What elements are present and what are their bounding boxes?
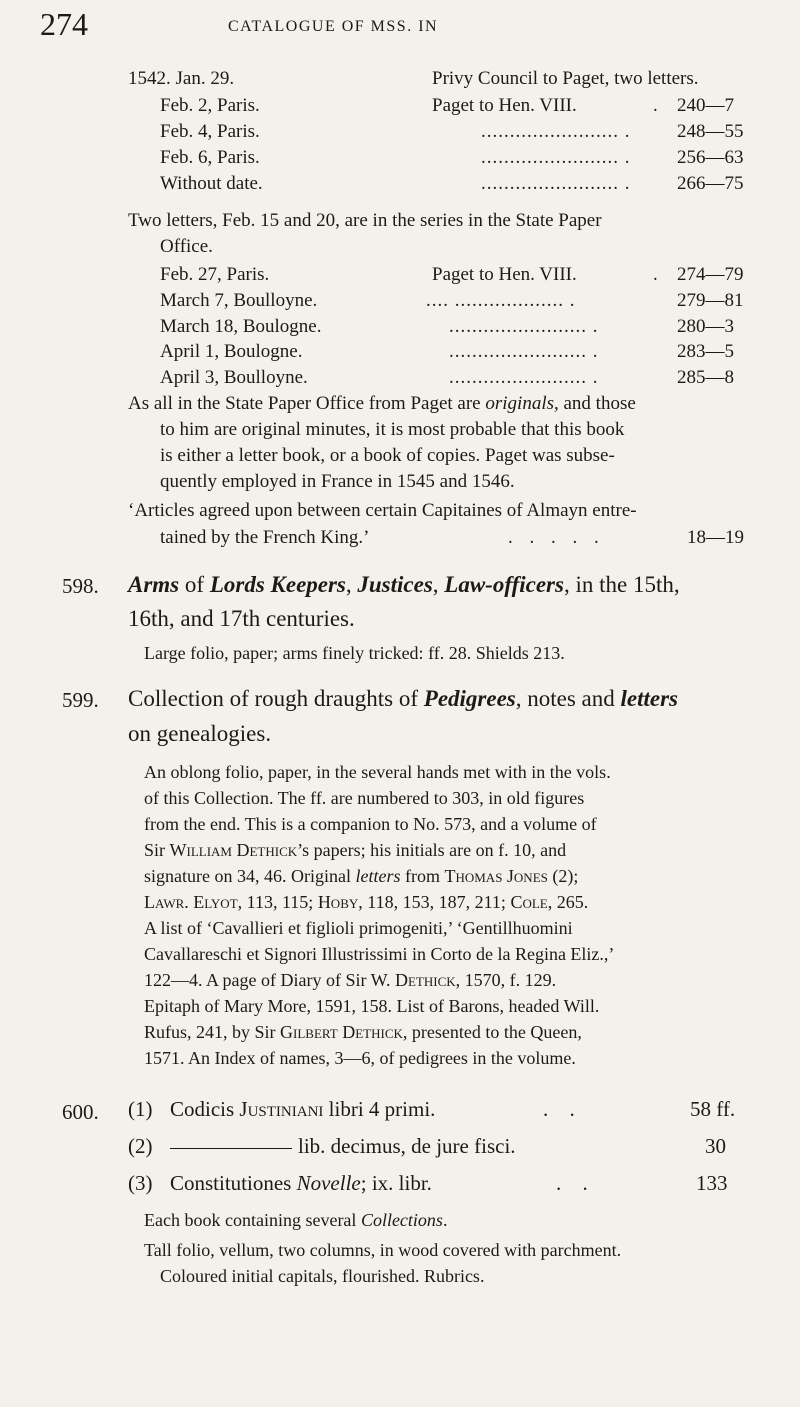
running-title: CATALOGUE OF MSS. IN (228, 18, 439, 35)
text-run: Collections (360, 1210, 443, 1230)
text-run: letters (620, 686, 678, 711)
item-title (170, 1134, 516, 1159)
row-pages: 280—3 (677, 316, 734, 337)
row-leader: . . (556, 1171, 596, 1195)
description-line: 1571. An Index of names, 3—6, of pedigrees in the volume. (144, 1048, 576, 1068)
text-run: libri 4 primi. (323, 1097, 436, 1121)
row-pages: 285—8 (677, 367, 734, 388)
state-paper-line: to him are original minutes, it is most probable that this book (160, 419, 625, 440)
row-description: Paget to Hen. VIII. (432, 264, 577, 285)
row-pages: 279—81 (677, 290, 744, 311)
item-number: (3) (128, 1171, 153, 1195)
description-line (144, 892, 588, 913)
item-number: (2) (128, 1134, 153, 1158)
row-date: Feb. 6, Paris. (160, 147, 260, 168)
text-run: , presented to the Queen, (402, 1022, 582, 1042)
text-run: Pedigrees (423, 686, 516, 711)
state-paper-line: quently employed in France in 1545 and 1546. (160, 471, 515, 492)
text-run: , 118, 153, 187, 211; (358, 892, 511, 912)
text-run: originals (485, 393, 554, 414)
note-line: Office. (160, 236, 213, 257)
row-pages: 58 ff. (690, 1097, 736, 1121)
entry-number: 598. (62, 574, 99, 598)
entry-number: 600. (62, 1100, 99, 1124)
row-description: Paget to Hen. VIII. (432, 95, 577, 116)
text-run: , 1570, f. 129. (455, 970, 557, 990)
text-run: ’s papers; his initials are on f. 10, and (297, 840, 567, 860)
row-pages: 266—75 (677, 173, 744, 194)
row-leader: ........................ . (481, 121, 631, 142)
entry-heading (128, 572, 680, 598)
text-run: , (432, 572, 445, 597)
row-leader: ........................ . (449, 341, 599, 362)
entry-description: Large folio, paper; arms finely tricked: ff. 28. Shields 213. (144, 643, 565, 663)
ditto-rule (170, 1148, 292, 1149)
description-line (144, 970, 556, 991)
text-run: from (400, 866, 445, 886)
row-date: March 7, Boulloyne. (160, 290, 318, 311)
page-number: 274 (40, 6, 88, 42)
row-date: Feb. 27, Paris. (160, 264, 270, 285)
text-run: Lords Keepers (209, 572, 346, 597)
row-pages: 133 (696, 1171, 728, 1195)
description-line (144, 840, 566, 861)
state-paper-line: is either a letter book, or a book of copies. Paget was subse- (160, 445, 615, 466)
text-run: Codicis (170, 1097, 240, 1121)
item-title (170, 1171, 432, 1196)
row-leader: . (653, 95, 658, 116)
row-leader: . (653, 264, 658, 285)
entry-heading: on genealogies. (128, 721, 272, 746)
text-run: (2); (547, 866, 579, 886)
row-pages: 240—7 (677, 95, 734, 116)
description-line: Tall folio, vellum, two columns, in wood covered with parchment. (144, 1240, 622, 1260)
text-run: , (345, 572, 358, 597)
text-run: Dethick (394, 970, 456, 990)
text-run: As all in the State Paper Office from Paget are (128, 393, 486, 414)
row-date: Without date. (160, 173, 263, 194)
row-leader: ........................ . (481, 173, 631, 194)
row-leader: . . (543, 1097, 583, 1121)
text-run: letters (355, 866, 401, 886)
row-date: April 3, Boulloyne. (160, 367, 308, 388)
text-run: , 113, 115; (237, 892, 318, 912)
row-pages: 274—79 (677, 264, 744, 285)
description-line: Coloured initial capitals, flourished. Rubrics. (160, 1266, 485, 1286)
row-leader: ........................ . (449, 316, 599, 337)
row-leader: .... ................... . (426, 290, 576, 311)
text-run: signature on 34, 46. Original (144, 866, 356, 886)
row-leader: ........................ . (481, 147, 631, 168)
row-date: March 18, Boulogne. (160, 316, 322, 337)
description-line: An oblong folio, paper, in the several hands met with in the vols. (144, 762, 611, 782)
entry-number: 599. (62, 688, 99, 712)
text-run: , notes and (515, 686, 621, 711)
description-line (144, 1210, 447, 1231)
row-date: 1542. Jan. 29. (128, 68, 235, 89)
text-run: . (442, 1210, 448, 1230)
row-leader: ........................ . (449, 367, 599, 388)
text-run: lib. decimus, de jure fisci. (298, 1134, 516, 1158)
text-run: Thomas Jones (444, 866, 548, 886)
text-run: Justices (357, 572, 433, 597)
row-date: Feb. 2, Paris. (160, 95, 260, 116)
text-run: Hoby (317, 892, 359, 912)
text-run: Lawr. Elyot (144, 892, 238, 912)
articles-line: ‘Articles agreed upon between certain Capitaines of Almayn entre- (128, 500, 637, 521)
text-run: Gilbert Dethick (280, 1022, 403, 1042)
row-pages: 30 (705, 1134, 726, 1158)
text-run: ; ix. libr. (360, 1171, 432, 1195)
row-pages: 18—19 (687, 527, 744, 548)
row-pages: 256—63 (677, 147, 744, 168)
articles-line: tained by the French King.’ (160, 527, 370, 548)
text-run: William Dethick (169, 840, 298, 860)
text-run: Cole (510, 892, 548, 912)
description-line: Cavallareschi et Signori Illustrissimi in Corto de la Regina Eliz.,’ (144, 944, 615, 964)
text-run: Law-officers (444, 572, 564, 597)
description-line (144, 866, 578, 887)
row-pages: 248—55 (677, 121, 744, 142)
row-date: April 1, Boulogne. (160, 341, 303, 362)
text-run: Each book containing several (144, 1210, 361, 1230)
description-line: Epitaph of Mary More, 1591, 158. List of Barons, headed Will. (144, 996, 600, 1016)
row-description: Privy Council to Paget, two letters. (432, 68, 699, 89)
text-run: , in the 15th, (563, 572, 680, 597)
text-run: of (179, 572, 210, 597)
text-run: , and those (554, 393, 636, 414)
text-run: Justiniani (239, 1097, 324, 1121)
entry-heading (128, 686, 678, 712)
entry-heading: 16th, and 17th centuries. (128, 606, 355, 631)
text-run: 122—4. A page of Diary of Sir W. (144, 970, 395, 990)
description-line: A list of ‘Cavallieri et figlioli primogeniti,’ ‘Gentillhuomini (144, 918, 573, 938)
text-run: Sir (144, 840, 170, 860)
item-number: (1) (128, 1097, 153, 1121)
description-line: of this Collection. The ff. are numbered to 303, in old figures (144, 788, 585, 808)
text-run: Rufus, 241, by Sir (144, 1022, 281, 1042)
text-run: Constitutiones (170, 1171, 297, 1195)
row-date: Feb. 4, Paris. (160, 121, 260, 142)
description-line: from the end. This is a companion to No. 573, and a volume of (144, 814, 597, 834)
note-line: Two letters, Feb. 15 and 20, are in the series in the State Paper (128, 210, 602, 231)
text-run: Collection of rough draughts of (128, 686, 424, 711)
row-leader: . . . . . (508, 527, 605, 548)
text-run: Novelle (296, 1171, 361, 1195)
state-paper-line (128, 393, 636, 415)
row-pages: 283—5 (677, 341, 734, 362)
description-line (144, 1022, 582, 1043)
text-run: , 265. (547, 892, 589, 912)
item-title (170, 1097, 435, 1122)
text-run: Arms (128, 572, 180, 597)
